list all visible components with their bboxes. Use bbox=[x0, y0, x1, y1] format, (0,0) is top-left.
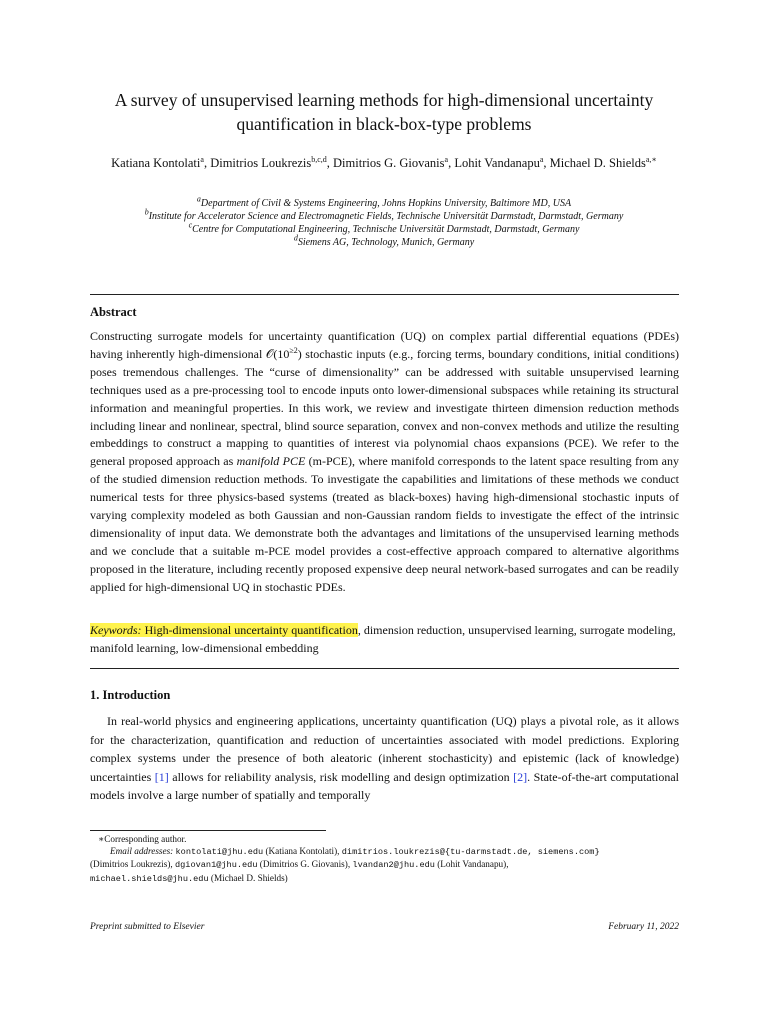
section-heading-introduction: 1. Introduction bbox=[90, 688, 171, 702]
email-label: Email addresses: bbox=[110, 846, 174, 857]
citation-link[interactable]: [1] bbox=[154, 769, 169, 784]
email-link[interactable]: michael.shields@jhu.edu bbox=[90, 873, 209, 884]
footer-preprint-note: Preprint submitted to Elsevier bbox=[90, 922, 205, 932]
email-link[interactable]: lvandan2@jhu.edu bbox=[352, 860, 435, 871]
author: Dimitrios Loukrezis$^{b,c,d}$, bbox=[210, 154, 334, 170]
footnote: ∗Corresponding author. Email addresses: kontolati@jhu.edu (Katiana Kontolati), dimitrios.loukrezis@{tu-darmstadt.de, siemens.com} (Dimitrios Loukrezis), dgiovan1@jhu.edu (Dimitrios G. Giovanis), lvandan2@jhu.edu (Lohit Vandanapu), michael.shields@jhu.edu (Michael D. Shields) bbox=[90, 833, 690, 885]
abstract-bottom-rule bbox=[90, 668, 679, 669]
author: Dimitrios G. Giovanis$^a$, bbox=[333, 154, 455, 170]
footnote-rule bbox=[90, 830, 326, 831]
email-link[interactable]: kontolati@jhu.edu bbox=[175, 847, 264, 858]
abstract-heading: Abstract bbox=[90, 305, 137, 319]
paper-title: A survey of unsupervised learning methods for high-dimensional uncertainty quantification in black-box-type problems bbox=[114, 90, 654, 134]
email-link[interactable]: dimitrios.loukrezis@{tu-darmstadt.de, siemens.com} bbox=[341, 847, 600, 858]
author: Lohit Vandanapu$^a$, bbox=[454, 154, 550, 170]
keywords-label: Keywords: bbox=[90, 623, 142, 637]
introduction-paragraph: In real-world physics and engineering applications, uncertainty quantification (UQ) plays a pivotal role, as it allows for the characterization, quantification and reduction of uncertainties associated with model predictions. Exploring complex systems under the presence of both aleatoric (inherent stochasticity) and epistemic (lack of knowledge) uncertainties [1] allows for reliability analysis, risk modelling and design optimization [2]. State-of-the-art computational models involve a large number of spatially and temporally bbox=[90, 714, 679, 803]
author: Michael D. Shields$^{a,∗}$ bbox=[549, 154, 657, 170]
emphasis: manifold PCE bbox=[236, 454, 306, 469]
footer-date: February 11, 2022 bbox=[608, 922, 679, 932]
corresponding-author-note: ∗Corresponding author. bbox=[98, 834, 187, 844]
affiliation: $^d$Siemens AG, Technology, Munich, Germany bbox=[293, 233, 475, 248]
math-expression: $𝒪(10^{\ge 2})$ bbox=[265, 345, 302, 361]
affiliation: $^c$Centre for Computational Engineering, Technische Universität Darmstadt, Darmstadt, Germany bbox=[188, 220, 580, 235]
keywords: Keywords: High-dimensional uncertainty quantification, dimension reduction, unsupervised learning, surrogate modeling, manifold learning, low-dimensional embedding bbox=[90, 623, 676, 655]
affiliation: $^b$Institute for Accelerator Science and Electromagnetic Fields, Technische Universität Darmstadt, Darmstadt, Germany bbox=[144, 207, 624, 222]
author-list bbox=[100, 155, 668, 172]
citation-link[interactable]: [2] bbox=[513, 769, 528, 784]
email-link[interactable]: dgiovan1@jhu.edu bbox=[174, 860, 258, 871]
author: Katiana Kontolati$^a$, bbox=[111, 154, 211, 170]
affiliation: $^a$Department of Civil & Systems Engineering, Johns Hopkins University, Baltimore MD, USA bbox=[196, 194, 572, 209]
abstract-top-rule bbox=[90, 294, 679, 295]
abstract-body: Constructing surrogate models for uncertainty quantification (UQ) on complex partial differential equations (PDEs) having inherently high-dimensional $𝒪(10^{\ge 2})$ stochastic inputs (e.g., forcing terms, boundary conditions, initial conditions) poses tremendous challenges. The “curse of dimensionality” can be addressed with suitable unsupervised learning techniques used as a pre-processing tool to encode inputs onto lower-dimensional subspaces while retaining its structural information and meaningful properties. In this work, we review and investigate thirteen dimension reduction methods including linear and nonlinear, spectral, blind source separation, convex and non-convex methods and utilize the resulting embeddings to construct a mapping to quantities of interest via polynomial chaos expansions (PCE). We refer to the general proposed approach as manifold PCE (m-PCE), where manifold corresponds to the latent space resulting from any of the studied dimension reduction methods. To investigate the capabilities and limitations of these methods we conduct numerical tests for three physics-based systems (treated as black-boxes) having high-dimensional stochastic inputs of varying complexity modeled as both Gaussian and non-Gaussian random fields to investigate the effect of the intrinsic dimensionality of input data. We demonstrate both the advantages and limitations of the unsupervised learning methods and we conclude that a suitable m-PCE model provides a cost-effective approach compared to alternative algorithms proposed in the literature, including recently proposed expensive deep neural network-based surrogates and can be readily applied for high-dimensional UQ in stochastic PDEs. bbox=[90, 329, 679, 594]
highlighted-keyword: High-dimensional uncertainty quantification bbox=[141, 623, 358, 637]
affiliation-list bbox=[80, 194, 688, 249]
